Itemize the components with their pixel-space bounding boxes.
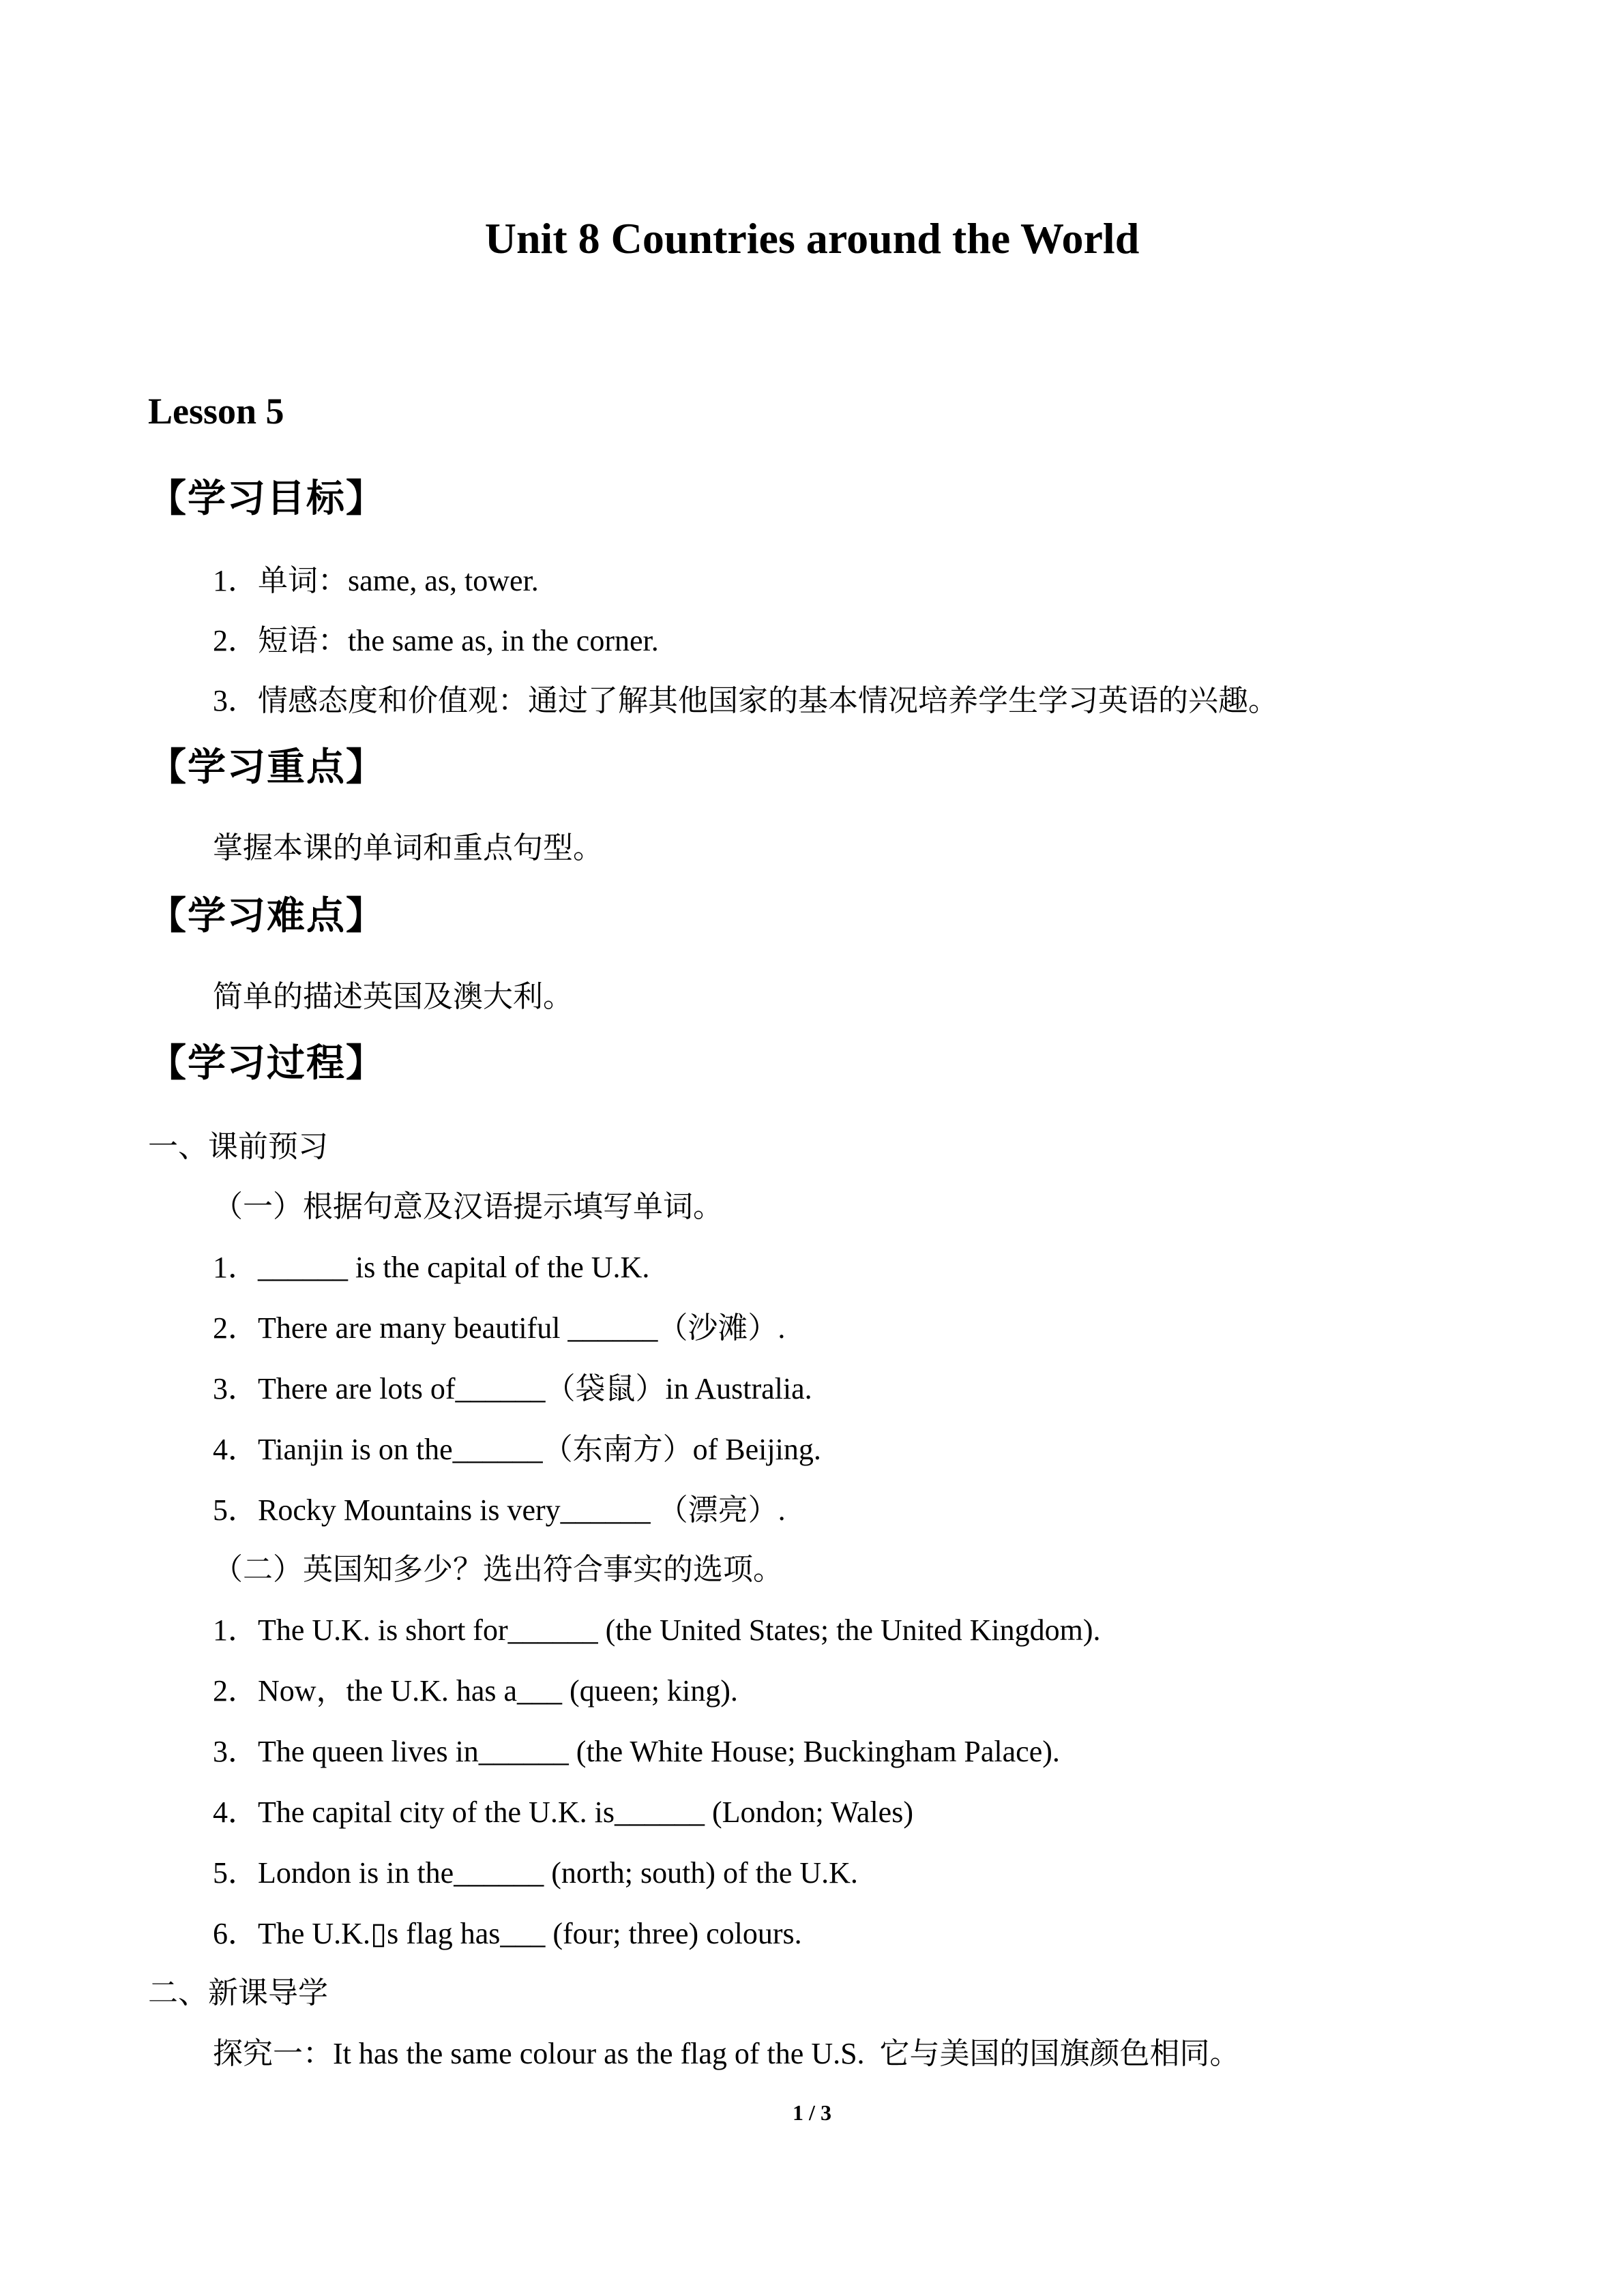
page-title: Unit 8 Countries around the World — [484, 214, 1140, 263]
sub2-title: （二）英国知多少？选出符合事实的选项。 — [213, 1553, 783, 1586]
objective-item-1: 1．单词：same, as, tower. — [213, 564, 539, 597]
sub2-item-4: 4．The capital city of the U.K. is______ (London; Wales) — [213, 1795, 913, 1829]
key-points-text: 掌握本课的单词和重点句型。 — [213, 831, 603, 865]
sub1-item-1: 1．______ is the capital of the U.K. — [213, 1251, 650, 1284]
sub2-item-2: 2．Now，the U.K. has a___ (queen; king). — [213, 1674, 738, 1708]
sub2-item-1: 1．The U.K. is short for______ (the United States; the United Kingdom). — [213, 1613, 1101, 1647]
sub2-item-5: 5．London is in the______ (north; south) of the U.K. — [213, 1856, 858, 1890]
sub2-item-6: 6．The U.K.▯s flag has___ (four; three) colours. — [213, 1917, 802, 1950]
objective-item-2: 2．短语：the same as, in the corner. — [213, 624, 659, 657]
explore-1: 探究一：It has the same colour as the flag of the U.S. 它与美国的国旗颜色相同。 — [213, 2037, 1240, 2070]
sub1-item-2: 2．There are many beautiful ______（沙滩）. — [213, 1311, 786, 1345]
key-points-heading: 【学习重点】 — [148, 747, 385, 789]
objective-item-3: 3．情感态度和价值观：通过了解其他国家的基本情况培养学生学习英语的兴趣。 — [213, 684, 1278, 717]
sub1-title: （一）根据句意及汉语提示填写单词。 — [213, 1190, 723, 1223]
sub1-item-4: 4．Tianjin is on the______（东南方）of Beijing. — [213, 1433, 821, 1466]
sub1-item-3: 3．There are lots of______（袋鼠）in Australia. — [213, 1372, 812, 1405]
process-heading: 【学习过程】 — [148, 1043, 385, 1085]
page-number: 1 / 3 — [793, 2100, 831, 2125]
objectives-heading: 【学习目标】 — [148, 478, 385, 520]
difficulties-heading: 【学习难点】 — [148, 895, 385, 938]
difficulties-text: 简单的描述英国及澳大利。 — [213, 980, 573, 1013]
sub2-item-3: 3．The queen lives in______ (the White House; Buckingham Palace). — [213, 1735, 1060, 1768]
lesson-heading: Lesson 5 — [148, 391, 284, 432]
part1-title: 一、课前预习 — [148, 1130, 328, 1163]
sub1-item-5: 5．Rocky Mountains is very______ （漂亮）. — [213, 1493, 786, 1527]
part2-title: 二、新课导学 — [148, 1976, 328, 2010]
